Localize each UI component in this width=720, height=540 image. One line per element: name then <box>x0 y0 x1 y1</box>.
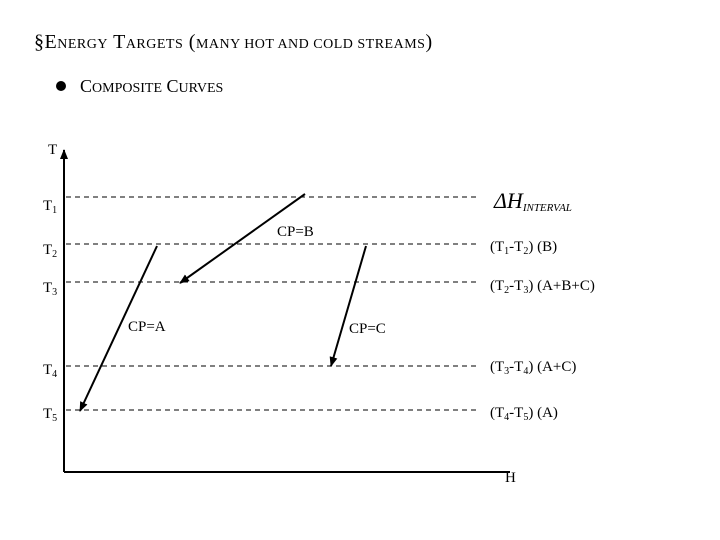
bullet-urves: URVES <box>178 81 224 96</box>
title-argets: ARGETS <box>125 37 184 52</box>
interval-label-1: $(T_1-T_2)$ (B) <box>490 239 558 257</box>
stream-c-arrow <box>331 246 366 366</box>
title-rest: MANY HOT AND COLD STREAMS <box>195 37 426 52</box>
temp-label-t4: $T_4$ <box>43 362 58 380</box>
title-e: E <box>44 31 58 53</box>
temp-label-t5: $T_5$ <box>43 406 58 424</box>
temp-label-t2: $T_2$ <box>43 242 58 260</box>
temp-label-t1: $T_1$ <box>43 198 58 216</box>
delta-h-interval-header: ΔHINTERVAL <box>494 188 572 214</box>
title-paren: ( <box>188 31 196 53</box>
x-axis-label: H <box>505 470 516 486</box>
stream-a-label: CP=A <box>128 319 166 335</box>
y-axis-label: T <box>48 142 58 158</box>
title-nergy: NERGY <box>57 37 108 52</box>
stream-b-label: CP=B <box>277 224 314 240</box>
title-t: T <box>113 31 126 53</box>
stream-c-label: CP=C <box>349 321 386 337</box>
interval-label-2: $(T_2-T_3)$ (A+B+C) <box>490 278 595 296</box>
bullet-c1: C <box>80 76 93 96</box>
temp-label-t3: $T_3$ <box>43 280 58 298</box>
title-paren-close: ) <box>425 31 433 53</box>
bullet-omposite: OMPOSITE <box>92 81 163 96</box>
interval-label-4: $(T_4-T_5)$ (A) <box>490 405 558 423</box>
bullet-c2: C <box>166 76 179 96</box>
title-section-mark: § <box>34 31 45 53</box>
interval-label-3: $(T_3-T_4)$ (A+C) <box>490 359 577 377</box>
